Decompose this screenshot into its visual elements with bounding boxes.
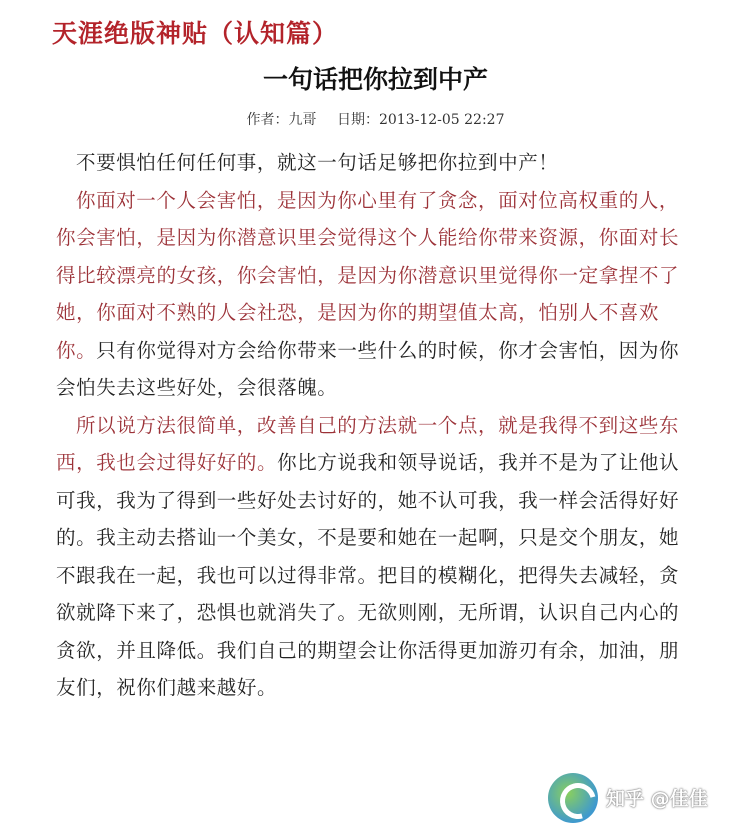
article-body: [56, 144, 696, 707]
watermark-logo-icon: [548, 773, 598, 823]
article-meta: [0, 109, 751, 129]
watermark-text: 知乎 @佳佳: [606, 788, 708, 810]
header-title: 天涯绝版神贴（认知篇）: [52, 19, 339, 48]
paragraph-1: [56, 182, 696, 407]
paragraph-2: [56, 407, 696, 707]
author: 作者：九哥: [246, 112, 317, 128]
paragraph-1-highlight: 你面对一个人会害怕，是因为你心里有了贪念，面对位高权重的人，你会害怕，是因为你潜意识里会觉得这个人能给你带来资源，你面对长得比较漂亮的女孩，你会害怕，是因为你潜意识里觉得你一定拿捏不了她，你面对不熟的人会社恐，是因为你的期望值太高，怕别人不喜欢你。: [56, 188, 680, 362]
zhihu-watermark: [548, 770, 748, 825]
date: 日期：2013-12-05 22:27: [336, 112, 505, 128]
paragraph-2-highlight: 所以说方法很简单，改善自己的方法就一个点，就是我得不到这些东西，我也会过得好好的。: [56, 413, 680, 474]
intro-paragraph: 不要惧怕任何任何事，就这一句话足够把你拉到中产！: [76, 151, 559, 174]
paragraph-1-text: 只有你觉得对方会给你带来一些什么的时候，你才会害怕，因为你会怕失去这些好处，会很落魄。: [56, 338, 680, 399]
article-title: 一句话把你拉到中产: [262, 65, 488, 94]
paragraph-2-text: 你比方说我和领导说话，我并不是为了让他认可我，我为了得到一些好处去讨好的，她不认可我，我一样会活得好好的。我主动去搭讪一个美女，不是要和她在一起啊，只是交个朋友，她不跟我在一起，我也可以过得非常。把目的模糊化，把得失去减轻，贪欲就降下来了，恐惧也就消失了。无欲则刚，无所谓，认识自己内心的贪欲，并且降低。我们自己的期望会让你活得更加游刃有余，加油，朋友们，祝你们越来越好。: [56, 451, 680, 699]
